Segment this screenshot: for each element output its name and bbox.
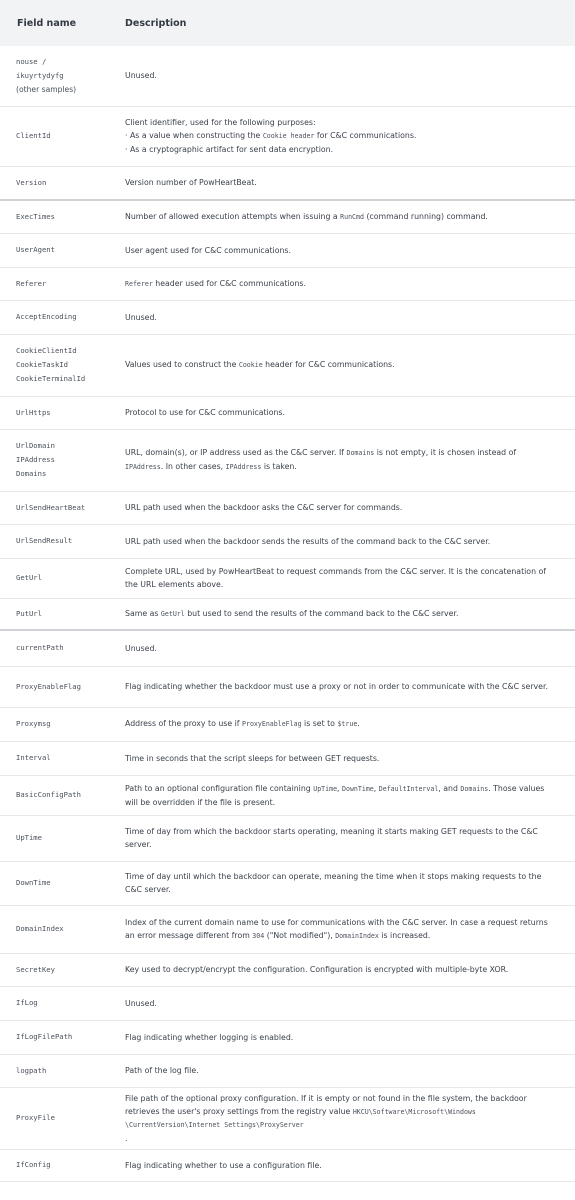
description-cell: Time in seconds that the script sleeps for between GET requests. (117, 741, 575, 775)
table-row (0, 267, 575, 300)
field-name-cell: ExecTimes (0, 200, 117, 233)
table-row (0, 106, 575, 166)
description-cell: Client identifier, used for the following purposes: · As a value when constructing the Cookie header for C&C communications. · As a cryptographic artifact for sent data encryption. (117, 106, 575, 166)
field-name-cell: IfLogFilePath (0, 1020, 117, 1054)
description-cell: User agent used for C&C communications. (117, 233, 575, 267)
description-cell: Unused. (117, 630, 575, 666)
field-note: (other samples) (16, 84, 77, 94)
field-name-cell: DomainIndex (0, 905, 117, 953)
description-cell: Unused. (117, 300, 575, 334)
table-row (0, 524, 575, 558)
description-cell: URL, domain(s), or IP address used as the C&C server. If Domains is not empty, it is chosen instead of IPAddress. In other cases, IPAddress is taken. (117, 429, 575, 491)
field-name: IPAddress (16, 455, 55, 464)
field-name-cell: ProxyFile (0, 1087, 117, 1149)
field-name-cell: UrlSendResult (0, 524, 117, 558)
table-row (0, 905, 575, 953)
field-name-cell: ClientId (0, 106, 117, 166)
description-cell: URL path used when the backdoor asks the C&C server for commands. (117, 491, 575, 524)
field-name: ikuyrtydyfg (16, 70, 64, 80)
table-row (0, 396, 575, 429)
description-cell: Version number of PowHeartBeat. (117, 166, 575, 200)
description-cell: Time of day until which the backdoor can operate, meaning the time when it stops making requests to the C&C server. (117, 861, 575, 905)
field-name-cell: UrlSendHeartBeat (0, 491, 117, 524)
field-name-header: Field name (17, 17, 77, 29)
description-cell: Path to an optional configuration file containing UpTime, DownTime, DefaultInterval, and Domains. Those values will be overridden if the file is present. (117, 775, 575, 815)
field-name: CookieClientId (16, 346, 77, 355)
field-name: CookieTerminalId (16, 374, 86, 383)
table-row (0, 300, 575, 334)
table-row (0, 166, 575, 200)
description-cell: Values used to construct the Cookie header for C&C communications. (117, 334, 575, 396)
table-row (0, 46, 575, 106)
field-name: CookieTaskId (16, 360, 68, 369)
description-cell: Same as GetUrl but used to send the results of the command back to the C&C server. (117, 598, 575, 630)
table-row (0, 953, 575, 986)
field-name-cell: IfConfig (0, 1149, 117, 1181)
table-row (0, 429, 575, 491)
field-name-cell: currentPath (0, 630, 117, 666)
field-name: UrlDomain (16, 441, 55, 450)
description-cell: File path of the optional proxy configuration. If it is empty or not found in the file system, the backdoor retrieves the user's proxy settings from the registry value HKCU\Software\Microsoft\Windows \CurrentVersion\Internet Settings\ProxyServer . (117, 1087, 575, 1149)
description-cell: Path of the log file. (117, 1054, 575, 1087)
table-row (0, 1087, 575, 1149)
table-row (0, 598, 575, 630)
table-row (0, 707, 575, 741)
table-row (0, 491, 575, 524)
field-name: Domains (16, 469, 47, 478)
table-row (0, 861, 575, 905)
table-header-row (0, 0, 575, 46)
field-name-cell: logpath (0, 1054, 117, 1087)
table-row (0, 1149, 575, 1181)
field-name-cell: UserAgent (0, 233, 117, 267)
description-cell: Number of allowed execution attempts when issuing a RunCmd (command running) command. (117, 200, 575, 233)
table-row (0, 986, 575, 1020)
table-row (0, 630, 575, 666)
table-row (0, 558, 575, 598)
table-row (0, 1020, 575, 1054)
description-cell: Referer header used for C&C communications. (117, 267, 575, 300)
field-name-cell: Interval (0, 741, 117, 775)
field-name-cell: GetUrl (0, 558, 117, 598)
description-cell: Flag indicating whether the backdoor must use a proxy or not in order to communicate with the C&C server. (117, 666, 575, 707)
field-name-cell: UrlHttps (0, 396, 117, 429)
description-cell: Time of day from which the backdoor starts operating, meaning it starts making GET requests to the C&C server. (117, 815, 575, 861)
description-cell: Address of the proxy to use if ProxyEnableFlag is set to $true. (117, 707, 575, 741)
field-name-cell (0, 429, 117, 491)
field-name-cell (0, 334, 117, 396)
table-row (0, 815, 575, 861)
field-name-cell: ProxyEnableFlag (0, 666, 117, 707)
description-cell: URL path used when the backdoor sends the results of the command back to the C&C server. (117, 524, 575, 558)
field-name-cell: IfLog (0, 986, 117, 1020)
table-row (0, 233, 575, 267)
description-cell: Complete URL, used by PowHeartBeat to request commands from the C&C server. It is the concatenation of the URL elements above. (117, 558, 575, 598)
field-name-cell (0, 46, 117, 106)
description-header: Description (125, 17, 187, 29)
field-name-cell: Proxymsg (0, 707, 117, 741)
field-name-cell: BasicConfigPath (0, 775, 117, 815)
field-name-cell: SecretKey (0, 953, 117, 986)
description-cell: Protocol to use for C&C communications. (117, 396, 575, 429)
description-cell: Flag indicating whether logging is enabled. (117, 1020, 575, 1054)
table-row (0, 334, 575, 396)
description-cell: Index of the current domain name to use for communications with the C&C server. In case a request returns an error message different from 304 ("Not modified"), DomainIndex is increased. (117, 905, 575, 953)
table-row (0, 666, 575, 707)
field-name-cell: Referer (0, 267, 117, 300)
field-name-cell: Version (0, 166, 117, 200)
field-name-cell: DownTime (0, 861, 117, 905)
table-row (0, 741, 575, 775)
table-row (0, 200, 575, 233)
field-name-cell: AcceptEncoding (0, 300, 117, 334)
description-cell: Flag indicating whether to use a configuration file. (117, 1149, 575, 1181)
table-row (0, 1054, 575, 1087)
table-row (0, 775, 575, 815)
field-name-cell: UpTime (0, 815, 117, 861)
description-cell: Unused. (117, 986, 575, 1020)
description-cell: Unused. (117, 46, 575, 106)
field-name-cell: PutUrl (0, 598, 117, 630)
field-name: nouse / (16, 56, 47, 66)
description-cell: Key used to decrypt/encrypt the configuration. Configuration is encrypted with multiple-byte XOR. (117, 953, 575, 986)
